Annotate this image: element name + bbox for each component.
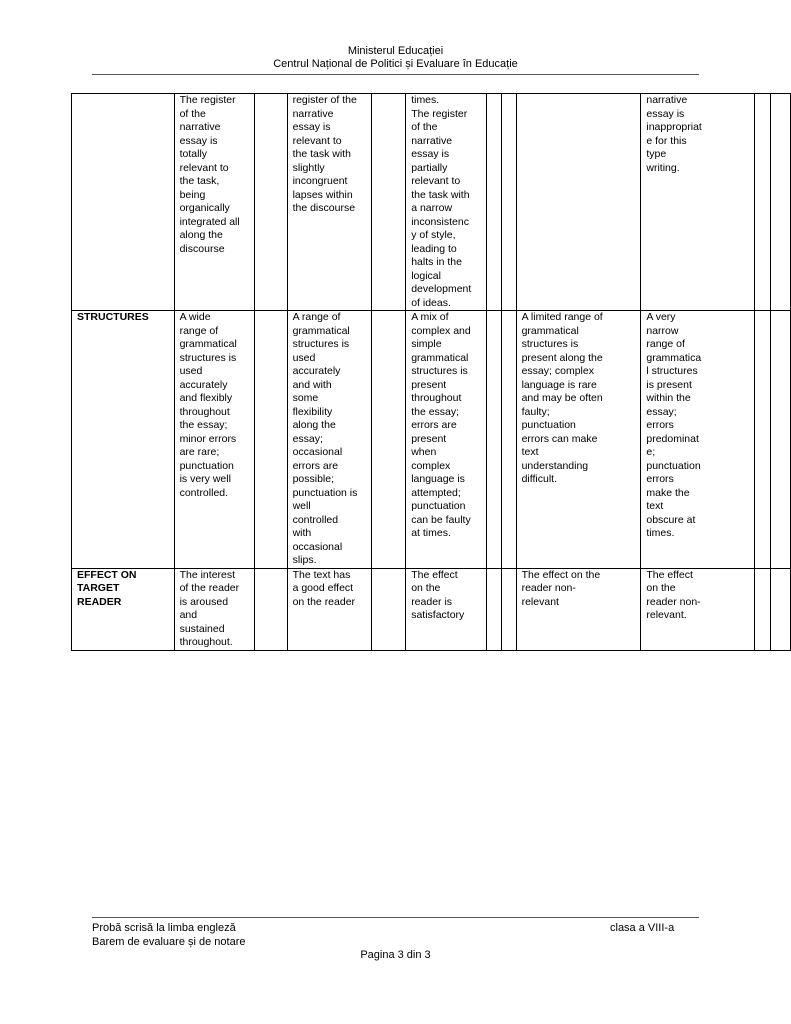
score-cell [501, 568, 516, 650]
score-cell [771, 94, 791, 311]
score-cell [254, 94, 287, 311]
grade-level: clasa a VIII-a [610, 922, 675, 934]
band-cell: The interest of the reader is aroused and sustained throughout. [174, 568, 254, 650]
table-row [72, 568, 791, 650]
assessment-rubric-table [71, 93, 791, 651]
score-cell [487, 311, 501, 569]
score-cell [755, 94, 771, 311]
band-cell: The effect on the reader non- relevant. [641, 568, 755, 650]
score-cell [254, 311, 287, 569]
center-name: Centrul Național de Politici și Evaluare în Educație [273, 58, 518, 70]
band-cell: The text has a good effect on the reader [287, 568, 372, 650]
footer-divider [92, 917, 699, 918]
score-cell [372, 311, 406, 569]
score-cell [487, 568, 501, 650]
score-cell [771, 311, 791, 569]
page-number: Pagina 3 din 3 [360, 949, 431, 961]
band-cell: A limited range of grammatical structures is present along the essay; complex language is rare and may be often faulty; punctuation errors can make text understanding difficult. [516, 311, 641, 569]
score-cell [372, 94, 406, 311]
band-cell: A wide range of grammatical structures is used accurately and flexibly throughout the essay; minor errors are rare; punctuation is very well controlled. [174, 311, 254, 569]
table-row [72, 311, 791, 569]
criterion-label: EFFECT ON TARGET READER [72, 568, 175, 650]
score-cell [254, 568, 287, 650]
criterion-label: STRUCTURES [72, 311, 175, 569]
score-cell [487, 94, 501, 311]
header-divider [92, 74, 699, 75]
table-row [72, 94, 791, 311]
score-cell [771, 568, 791, 650]
score-cell [755, 568, 771, 650]
score-cell [501, 311, 516, 569]
score-cell [755, 311, 771, 569]
criterion-label [72, 94, 175, 311]
ministry-name: Ministerul Educației [347, 45, 444, 57]
band-cell: A mix of complex and simple grammatical structures is present throughout the essay; errors are present when complex language is attempted; punctuation can be faulty at times. [406, 311, 487, 569]
score-cell [501, 94, 516, 311]
band-cell: register of the narrative essay is relevant to the task with slightly incongruent lapses within the discourse [287, 94, 372, 311]
exam-subtitle: Barem de evaluare și de notare [92, 936, 246, 948]
band-cell: The effect on the reader non- relevant [516, 568, 641, 650]
band-cell: times. The register of the narrative essay is partially relevant to the task with a narrow inconsistenc y of style, leading to halts in the logical development of ideas. [406, 94, 487, 311]
footer-left [92, 921, 245, 949]
exam-subject: Probă scrisă la limba engleză [92, 922, 236, 934]
band-cell: narrative essay is inappropriat e for this type writing. [641, 94, 755, 311]
band-cell [516, 94, 641, 311]
band-cell: The register of the narrative essay is totally relevant to the task, being organically integrated all along the discourse [174, 94, 254, 311]
band-cell: The effect on the reader is satisfactory [406, 568, 487, 650]
band-cell: A range of grammatical structures is used accurately and with some flexibility along the essay; occasional errors are possible; punctuation is well controlled with occasional slips. [287, 311, 372, 569]
document-header [0, 45, 791, 71]
band-cell: A very narrow range of grammatica l structures is present within the essay; errors predominat e; punctuation errors make the text obscure at times. [641, 311, 755, 569]
score-cell [372, 568, 406, 650]
